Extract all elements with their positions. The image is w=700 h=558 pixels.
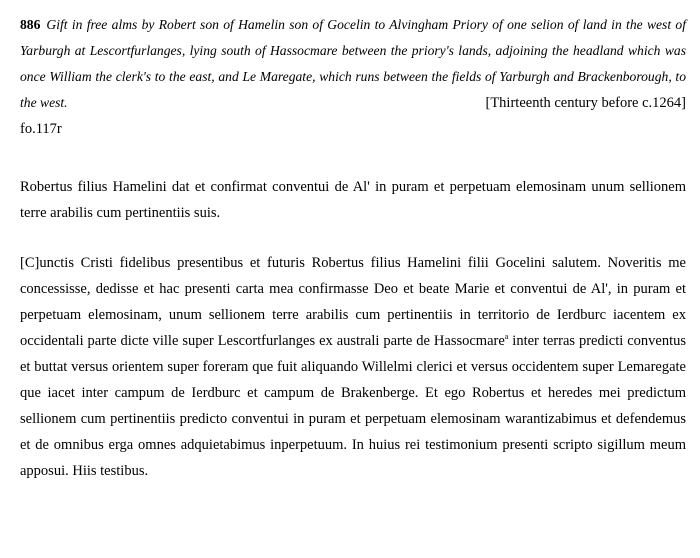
charter-text-part-1: [C]unctis Cristi fidelibus presentibus et futuris Robertus filius Hamelini filii Gocelini salutem. Noveritis me concessisse, dedisse et hac presenti carta mea confirmasse Deo et beate Marie et conventui de Al', in puram et perpetuam elemosinam, unum sellionem terre arabilis cum pertinentiis in territorio de Ierdburc iacentem ex occidentali parte dicte ville super Lescortfurlanges ex australi parte de Hassocmare bbox=[20, 255, 686, 349]
folio-reference: fo.117r bbox=[20, 121, 62, 137]
charter-text-part-2: inter terras predicti conventus et buttat versus orientem super foreram que fuit aliquando Willelmi clerici et versus occidentem super Lemaregate que iacet inter campum de Ierdburc et campum de Brakenberge. Et ego Robertus et heredes mei predictum sellionem cum pertinentiis predicto conventui in puram et perpetuam elemosinam warantizabimus et defendemus et de omnibus erga omnes adquietabimus inperpetuum. In huius rei testimonium presenti scripto sigillum meum apposui. Hiis testibus. bbox=[20, 333, 686, 479]
entry-summary: Gift in free alms by Robert son of Hamelin son of Gocelin to Alvingham Priory of one selion of land in the west of Yarburgh at Lescortfurlanges, lying south of Hassocmare between the priory's lands, adjoining the headland which was once William the clerk's to the east, and Le Maregate, which runs between the fields of Yarburgh and Brackenborough, to the west. bbox=[20, 17, 686, 110]
entry-date: [Thirteenth century before c.1264] bbox=[485, 95, 686, 111]
entry-number: 886 bbox=[20, 17, 41, 32]
footnote-mark: a bbox=[504, 332, 509, 342]
entry-heading bbox=[20, 12, 686, 116]
charter-text bbox=[20, 250, 686, 484]
abstract-paragraph: Robertus filius Hamelini dat et confirmat conventui de Al' in puram et perpetuam elemosinam unum sellionem terre arabilis cum pertinentiis suis. bbox=[20, 179, 686, 221]
